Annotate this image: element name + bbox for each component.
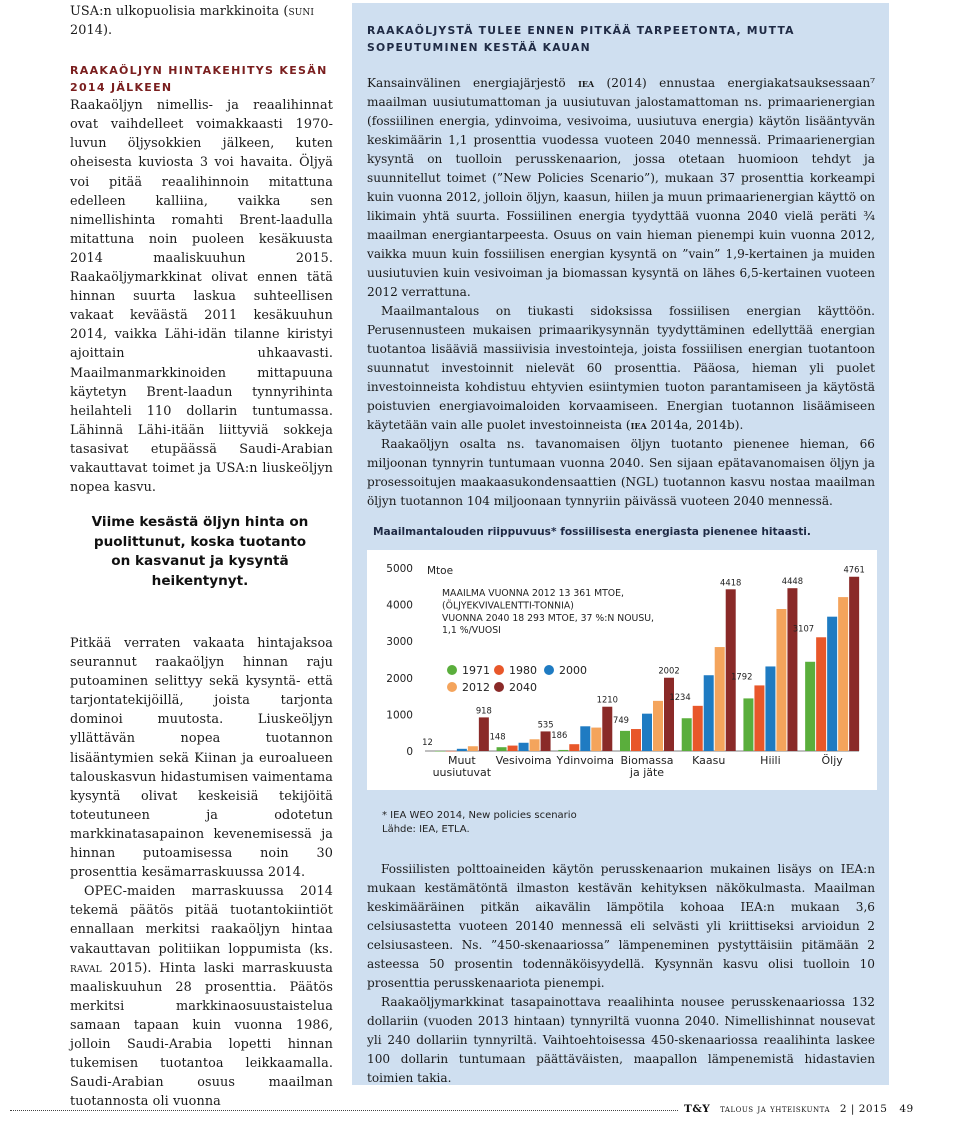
bar-value-label: 186 [551, 730, 568, 741]
bar-2000 [765, 666, 775, 751]
bar-2040 [787, 588, 797, 751]
citation-iea: iea [630, 418, 647, 432]
box-paragraph-1 [367, 74, 875, 302]
category-label: Biomassa [620, 754, 674, 767]
category-label: ja jäte [629, 766, 665, 779]
bar-2000 [457, 749, 467, 751]
citation-raval: raval [70, 960, 102, 976]
box-paragraph-5: Raakaöljymarkkinat tasapainottava reaalihinta nousee perusskenaariossa 132 dollariin (vuoden 2013 hintaan) tynnyriltä vuonna 2040. Nimellishinnat nousevat yli 240 dollariin tynnyriltä. Vaihtoehtoisessa 450-skenaariossa reaalihinta laskee 100 dollarin tuntumaan päättäväisten, maapallon lämpenemistä hidastavien toimien takia. [367, 995, 875, 1085]
legend-label-2012: 2012 [462, 681, 490, 694]
footer-rule [10, 1110, 678, 1111]
page-footer [684, 1103, 914, 1115]
text-fragment: (2014) ennustaa energiakatsauksessaan⁷ maailman uusiutumattoman ja uusiutuvan jalostamattoman ns. primaarienergian (fossiilinen energia, ydinvoima, vesivoima, uusiutuva energia) käytön lisääntyvän keskimäärin 1,1 prosenttia vuodessa vuoteen 2040 mennessä. Primaarienergian kysyntä on tuolloin perusskenaarion, jossa otetaan huomioon tehdyt ja suunnitellut toimet (”New Policies Scenario”), mukaan 37 prosenttia korkeampi kuin vuonna 2012, jolloin öljyn, kaasun, hiilen ja muun primaarienergian käyttö on likimain yhtä suurta. Fossiilinen energia tyydyttää vuonna 2040 vielä peräti ¾ maailman energiantarpeesta. Osuus on vain hieman pienempi kuin vuonna 2012, vaikka muun kuin fossiilisen energian kysyntä on ”vain” 1,9-kertainen ja muiden uusiutuvien kuin vesivoiman ja biomassan kysyntä on lähes 6,5-kertainen vuoteen 2012 verrattuna. [367, 76, 875, 299]
bar-value-label: 535 [537, 719, 554, 730]
legend-marker-2040 [494, 682, 504, 692]
bar-2000 [519, 743, 529, 751]
bar-1980 [816, 637, 826, 751]
bar-2040 [849, 577, 859, 751]
bar-1971 [620, 731, 630, 751]
category-label: uusiutuvat [432, 766, 492, 779]
bar-1971 [743, 698, 753, 751]
chart-title: Maailmantalouden riippuvuus* fossiilisesta energiasta pienenee hitaasti. [373, 526, 811, 538]
bar-value-label: 4448 [781, 576, 804, 587]
bar-value-label: 2002 [658, 665, 680, 676]
footnote-source: Lähde: IEA, ETLA. [382, 824, 470, 835]
bar-1971 [497, 747, 507, 751]
box-paragraph-4: Fossiilisten polttoaineiden käytön perusskenaarion mukainen lisäys on IEA:n mukaan kestämätöntä ilmaston kestävän kehityksen näkökulmasta. Maailman keskimääräinen pitkän aikavälin lämpötila kohoaa IEA:n mukaan 3,6 celsiusastetta vuoteen 20140 mennessä eli selvästi yli kriittiseksi arvioidun 2 celsiusasteen. Ns. ”450-skenaariossa” lämpeneminen pystyttäisiin pitämään 2 asteessa 50 prosentin todennäköisyydellä. Kysynnän kasvu olisi tuolloin 10 prosenttia perusskenaariota pienempi. [367, 862, 875, 990]
left-column-top [70, 2, 333, 497]
legend-marker-1971 [447, 665, 457, 675]
bar-1971 [435, 751, 445, 752]
text-fragment: Maailmantalous on tiukasti sidoksissa fossiilisen energian käyttöön. Perusennusteen mukaisen primaarikysynnän tyydyttäminen edellyttää energian tuotantoa lisääviä massiivisia investointeja, joista fossiilisen energian tuotantoon suunnatut investoinnit nielevät 60 prosenttia. Pääosa, hieman yli puolet investoinneista kohdistuu ehtyvien esiintymien tuoton parantamiseen ja käytöstä poistuvien energiavoimaloiden korvaamiseen. Energian tuotannon lisäämiseen käytetään vain alle puolet investoinneista ( [367, 304, 875, 432]
chart-annotation-line: VUONNA 2040 18 293 MTOE, 37 %:N NOUSU, [442, 612, 655, 624]
bar-value-label: 1792 [731, 671, 753, 682]
bar-2040 [726, 589, 736, 751]
y-tick-label: 5000 [386, 563, 413, 575]
bar-value-label: 749 [613, 715, 629, 726]
issue-number: 2 | 2015 [839, 1103, 888, 1115]
bar-2012 [530, 739, 540, 751]
page-number: 49 [899, 1103, 914, 1115]
journal-name: talous ja yhteiskunta [720, 1103, 831, 1115]
box-text-bottom [367, 860, 875, 1088]
category-label: Ydinvoima [556, 754, 615, 767]
paragraph-3 [70, 882, 333, 1111]
bar-2012 [715, 647, 725, 751]
energy-bar-chart [367, 550, 877, 790]
bar-1980 [569, 744, 579, 751]
category-label: Muut [447, 754, 476, 767]
bar-value-label: 1210 [596, 694, 618, 705]
chart-footnotes [382, 809, 577, 837]
text-fragment: USA:n ulkopuolisia markkinoita ( [70, 4, 289, 19]
text-fragment: 2015). Hinta laski marraskuusta maaliskuuhun 28 prosenttia. Päätös merkitsi markkinaosuustaistelua samaan tapaan kuin vuonna 1986, jolloin Saudi-Arabia lopetti hinnan tukemisen tuotantoa leikkaamalla. Saudi-Arabian osuus maailman tuotannosta oli vuonna [70, 960, 333, 1110]
paragraph-2: Pitkää verraten vakaata hintajaksoa seurannut raakaöljyn hinnan raju putoaminen selittyy sekä kysyntä- että tarjontatekijöillä, joista tarjonta dominoi muutosta. Liuskeöljyn yllättävän nopea tuotannon lisääntymien sekä Kiinan ja euroalueen talouskasvun hidastumisen vaimentama kysyntä olivat keskeisiä tekijöitä toteutuneen ja odotetun markkinatasapainon kevenemisessä ja hinnan putoamisessa noin 30 prosenttia kesämarraskuussa 2014. [70, 636, 333, 881]
left-column-bottom [70, 634, 333, 1111]
box-paragraph-2 [367, 302, 875, 435]
bar-2040 [664, 678, 674, 751]
bar-value-label: 1234 [669, 691, 691, 702]
y-unit-label: Mtoe [427, 565, 454, 577]
chart-annotation-line: 1,1 %/VUOSI [442, 625, 501, 637]
category-label: Vesivoima [495, 754, 552, 767]
bar-1971 [805, 662, 815, 751]
box-title: RAAKAÖLJYSTÄ TULEE ENNEN PITKÄÄ TARPEETONTA, MUTTA SOPEUTUMINEN KESTÄÄ KAUAN [367, 24, 795, 54]
continued-text [70, 2, 333, 40]
bar-2000 [642, 714, 652, 751]
box-paragraph-3: Raakaöljyn osalta ns. tavanomaisen öljyn tuotanto pienenee hieman, 66 miljoonan tynnyrin tuntumaan vuonna 2040. Sen sijaan epätavanomaisen öljyn ja prosessoitujen maakaasukondensaattien (NGL) tuotannon kasvu nostaa maailman öljyn tuotannon 104 miljoonaan tynnyriin päivässä vuoteen 2040 mennessä. [367, 437, 875, 508]
footnote-source-scenario: * IEA WEO 2014, New policies scenario [382, 810, 577, 821]
bar-2012 [653, 701, 663, 751]
bar-2040 [602, 707, 612, 751]
bar-2000 [827, 617, 837, 751]
legend-marker-2000 [544, 665, 554, 675]
y-tick-label: 0 [406, 746, 413, 758]
text-fragment: Kansainvälinen energiajärjestö [367, 76, 579, 90]
journal-brand: T&Y [684, 1103, 711, 1115]
category-label: Öljy [821, 754, 843, 767]
y-tick-label: 2000 [386, 672, 413, 685]
bar-1980 [508, 746, 518, 751]
chart-annotation-line: MAAILMA VUONNA 2012 13 361 MTOE, [442, 588, 624, 599]
bar-value-label: 3107 [792, 623, 815, 634]
chart-panel [367, 550, 877, 790]
legend-marker-2012 [447, 682, 457, 692]
legend-marker-1980 [494, 665, 504, 675]
bar-1980 [631, 729, 641, 751]
section-heading: RAAKAÖLJYN HINTAKEHITYS KESÄN 2014 JÄLKEEN [70, 64, 328, 95]
y-tick-label: 1000 [386, 709, 413, 722]
legend-label-1971: 1971 [462, 664, 490, 677]
bar-2012 [591, 728, 601, 751]
y-tick-label: 3000 [386, 636, 413, 649]
citation-iea: iea [578, 76, 595, 90]
bar-2012 [468, 746, 478, 751]
text-fragment: OPEC-maiden marraskuussa 2014 tekemä päätös pitää tuotantokiintiöt ennallaan merkitsi raakaöljyn hintaa vakauttavan politiikan loppumista (ks. [70, 884, 333, 957]
bar-2000 [580, 726, 590, 751]
citation-suni: suni [288, 4, 315, 19]
bar-2000 [704, 675, 714, 751]
box-text-top [367, 22, 875, 511]
bar-1980 [446, 751, 456, 752]
bar-value-label: 148 [489, 731, 506, 742]
bar-value-label: 4418 [720, 577, 742, 588]
bar-value-label: 12 [422, 736, 433, 747]
legend-label-1980: 1980 [509, 664, 537, 677]
bar-value-label: 918 [475, 705, 492, 716]
bar-1980 [693, 706, 703, 751]
bar-2040 [541, 731, 551, 751]
legend-label-2040: 2040 [509, 681, 537, 694]
bar-1980 [754, 685, 764, 751]
text-fragment: 2014a, 2014b). [646, 418, 744, 432]
legend-label-2000: 2000 [559, 664, 587, 677]
bar-2012 [838, 597, 848, 751]
chart-annotation-line: (ÖLJYEKVIVALENTTI-TONNIA) [442, 600, 574, 612]
pull-quote: Viime kesästä öljyn hinta on puolittunut, koska tuotanto on kasvanut ja kysyntä heikentynyt. [91, 514, 309, 589]
category-label: Kaasu [692, 754, 726, 767]
text-fragment: 2014). [70, 23, 113, 39]
paragraph-1: Raakaöljyn nimellis- ja reaalihinnat ovat vaihdelleet voimakkaasti 1970-luvun öljysokkien jälkeen, kuten oheisesta kuviosta 3 voi havaita. Öljyä voi pitää reaalihinnoin mitattuna edelleen kalliina, vaikka sen nimellishinta romahti Brent-laadulla mitattuna noin puoleen kesäkuusta 2014 maaliskuuhun 2015. Raakaöljymarkkinat olivat ennen tätä hinnan suurta laskua suhteellisen vakaat keväästä 2011 kesäkuuhun 2014, vaikka Lähi-idän tilanne kiristyi ajoittain uhkaavasti. Maailmanmarkkinoiden mittapuuna käytetyn Brent-laadun tynnyrihinta heilahteli 110 dollarin tuntumassa. Lähinnä Lähi-itään liittyviä sokkeja tasasivat etupäässä Saudi-Arabian vakauttavat toimet ja USA:n liuskeöljyn nopea kasvu. [70, 98, 333, 496]
bar-2040 [479, 717, 489, 751]
bar-1971 [682, 718, 692, 751]
category-label: Hiili [760, 754, 781, 767]
bar-2012 [776, 609, 786, 751]
y-tick-label: 4000 [386, 599, 413, 612]
bar-1971 [558, 750, 568, 751]
bar-value-label: 4761 [843, 564, 865, 575]
